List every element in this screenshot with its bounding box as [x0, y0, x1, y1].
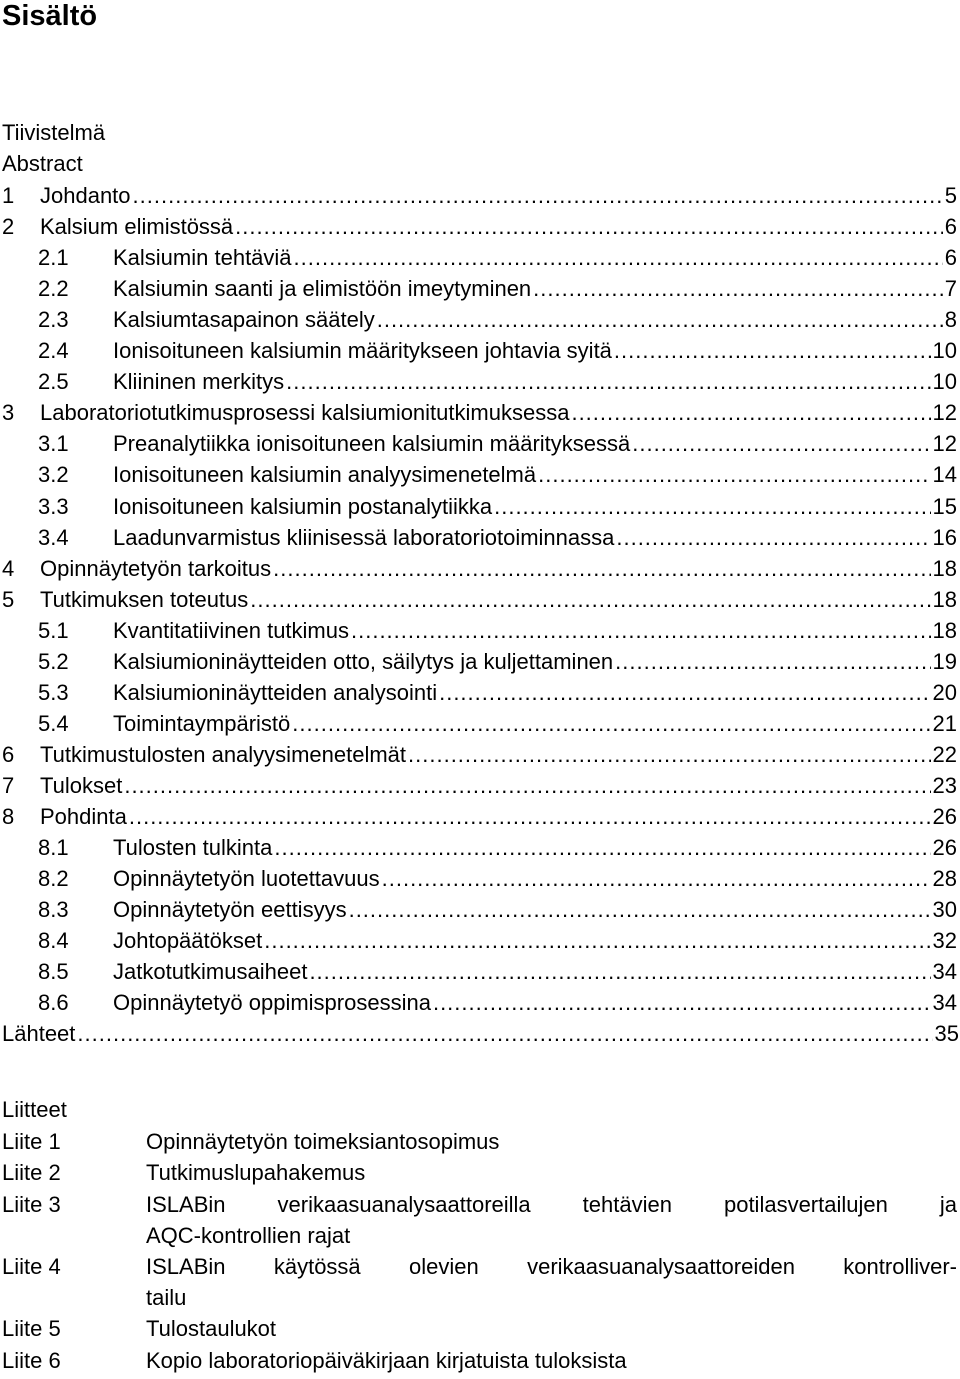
toc-page-number: 18	[932, 586, 957, 612]
toc-dot-leader	[571, 397, 930, 428]
toc-number: 3.3	[38, 493, 69, 519]
toc-number: 5.3	[38, 679, 69, 705]
toc-number: 5.1	[38, 617, 69, 643]
page-title: Sisältö	[2, 0, 98, 32]
toc-dot-leader	[349, 894, 931, 925]
toc-number: 5.4	[38, 710, 69, 736]
toc-title: Ionisoituneen kalsiumin analyysimenetelmä	[113, 462, 537, 488]
toc-page-number: 16	[932, 524, 957, 550]
toc-number: 2.4	[38, 338, 69, 364]
toc-title: Tutkimuksen toteutus	[40, 586, 249, 612]
toc-title: Kvantitatiivinen tutkimus	[113, 617, 349, 643]
toc-title: Laadunvarmistus kliinisessä laboratoriotoiminnassa	[113, 524, 615, 550]
toc-page-number: 10	[932, 369, 957, 395]
toc-number: 2	[2, 214, 15, 240]
toc-page-number: 34	[932, 959, 957, 985]
toc-dot-leader	[382, 863, 931, 894]
appendix-title-line: ISLABin verikaasuanalysaattoreilla tehtävien potilasvertailujen ja	[146, 1191, 957, 1217]
toc-dot-leader	[408, 739, 931, 770]
toc-page-number: 32	[932, 928, 957, 954]
toc-page-number: 18	[932, 555, 957, 581]
toc-row[interactable]	[0, 273, 957, 304]
toc-dot-leader	[614, 335, 931, 366]
toc-dot-leader	[77, 1018, 932, 1049]
toc-row[interactable]	[0, 304, 957, 335]
toc-row[interactable]	[0, 180, 957, 211]
toc-title: Johdanto	[40, 183, 131, 208]
toc-row[interactable]	[0, 925, 957, 956]
toc-page-number: 14	[932, 462, 957, 488]
appendix-title	[146, 1313, 957, 1344]
appendix-title-line: AQC-kontrollien rajat	[146, 1222, 351, 1248]
appendix-title	[146, 1345, 957, 1376]
toc-number: 8.6	[38, 990, 69, 1016]
toc-entry-abstract: Abstract	[2, 151, 83, 176]
appendix-label: Liite 3	[2, 1191, 61, 1217]
toc-row[interactable]	[0, 522, 957, 553]
toc-row[interactable]	[0, 1018, 959, 1049]
toc-row[interactable]	[0, 646, 957, 677]
toc-row[interactable]	[0, 491, 957, 522]
toc-page-number: 6	[944, 214, 957, 240]
toc-row[interactable]	[0, 242, 957, 273]
toc-dot-leader	[124, 770, 930, 801]
toc-number: 3.1	[38, 431, 69, 457]
toc-title: Jatkotutkimusaiheet	[113, 959, 308, 985]
appendix-title	[146, 1189, 957, 1251]
appendix-title	[146, 1126, 957, 1157]
toc-title: Opinnäytetyön luotettavuus	[113, 866, 380, 892]
toc-number: 3	[2, 400, 15, 426]
appendix-label: Liite 2	[2, 1160, 61, 1186]
toc-title: Tulosten tulkinta	[113, 835, 273, 861]
toc-dot-leader	[292, 708, 930, 739]
toc-title: Kliininen merkitys	[113, 369, 285, 395]
toc-dot-leader	[274, 832, 930, 863]
toc-dot-leader	[286, 366, 930, 397]
toc-title: Kalsiumtasapainon säätely	[113, 307, 375, 333]
toc-number: 8.4	[38, 928, 69, 954]
toc-number: 1	[2, 183, 15, 208]
toc-row[interactable]	[0, 397, 957, 428]
toc-page-number: 23	[932, 772, 957, 798]
appendix-label: Liite 5	[2, 1316, 61, 1342]
toc-number: 7	[2, 772, 15, 798]
toc-title: Kalsiumin tehtäviä	[113, 245, 292, 271]
toc-entry-tiivistelma: Tiivistelmä	[2, 120, 106, 145]
toc-page-number: 26	[932, 835, 957, 861]
toc-page-number: 6	[944, 245, 957, 271]
toc-page-number: 35	[934, 1021, 959, 1047]
toc-row[interactable]	[0, 335, 957, 366]
toc-title: Laboratoriotutkimusprosessi kalsiumionitutkimuksessa	[40, 400, 570, 426]
toc-number: 5	[2, 586, 15, 612]
toc-page-number: 12	[932, 431, 957, 457]
toc-row[interactable]	[0, 739, 957, 770]
toc-page-number: 15	[932, 493, 957, 519]
toc-dot-leader	[309, 956, 930, 987]
toc-number: 8	[2, 804, 15, 829]
toc-page-number: 7	[944, 276, 957, 302]
toc-title: Kalsiumioninäytteiden analysointi	[113, 679, 438, 705]
toc-row[interactable]	[0, 584, 957, 615]
toc-dot-leader	[250, 584, 930, 615]
toc-title: Ionisoituneen kalsiumin määritykseen johtavia syitä	[113, 338, 612, 364]
toc-dot-leader	[433, 987, 931, 1018]
toc-number: 2.3	[38, 307, 69, 333]
toc-dot-leader	[133, 180, 943, 211]
appendix-title-line: tailu	[146, 1285, 187, 1310]
toc-row[interactable]	[0, 770, 957, 801]
toc-row[interactable]	[0, 708, 957, 739]
toc-row[interactable]	[0, 211, 957, 242]
toc-dot-leader	[615, 646, 930, 677]
toc-number: 8.2	[38, 866, 69, 892]
toc-dot-leader	[632, 428, 930, 459]
toc-number: 3.4	[38, 524, 69, 550]
toc-row[interactable]	[0, 553, 957, 584]
toc-row[interactable]	[0, 956, 957, 987]
toc-dot-leader	[294, 242, 943, 273]
toc-dot-leader	[351, 615, 931, 646]
toc-number: 3.2	[38, 462, 69, 488]
toc-page-number: 8	[944, 307, 957, 333]
toc-title: Kalsium elimistössä	[40, 214, 234, 240]
toc-number: 5.2	[38, 648, 69, 674]
toc-dot-leader	[533, 273, 943, 304]
toc-title: Preanalytiikka ionisoituneen kalsiumin määrityksessä	[113, 431, 631, 457]
toc-page-number: 5	[944, 183, 957, 208]
appendix-title-line: ISLABin käytössä olevien verikaasuanalysaattoreiden kontrolliver-	[146, 1254, 957, 1279]
toc-page-number: 10	[932, 338, 957, 364]
toc-dot-leader	[235, 211, 943, 242]
toc-number: 4	[2, 555, 15, 581]
toc-title: Lähteet	[2, 1021, 76, 1047]
toc-row[interactable]	[0, 801, 957, 832]
toc-title: Kalsiumioninäytteiden otto, säilytys ja kuljettaminen	[113, 648, 614, 674]
toc-title: Pohdinta	[40, 804, 127, 829]
appendix-title-line: Opinnäytetyön toimeksiantosopimus	[146, 1129, 500, 1155]
appendix-title	[146, 1157, 957, 1188]
toc-page-number: 34	[932, 990, 957, 1016]
toc-row[interactable]	[0, 677, 957, 708]
toc-dot-leader	[439, 677, 930, 708]
appendix-title	[146, 1251, 957, 1313]
toc-page-number: 18	[932, 617, 957, 643]
toc-row[interactable]	[0, 987, 957, 1018]
toc-row[interactable]	[0, 366, 957, 397]
toc-title: Kalsiumin saanti ja elimistöön imeytyminen	[113, 276, 532, 302]
toc-dot-leader	[377, 304, 943, 335]
toc-row[interactable]	[0, 894, 957, 925]
toc-page-number: 30	[932, 897, 957, 923]
toc-page-number: 21	[932, 710, 957, 736]
toc-dot-leader	[538, 459, 930, 490]
toc-number: 8.5	[38, 959, 69, 985]
toc-page-number: 12	[932, 400, 957, 426]
toc-number: 2.5	[38, 369, 69, 395]
appendix-title-line: Tutkimuslupahakemus	[146, 1160, 366, 1186]
toc-number: 2.2	[38, 276, 69, 302]
appendix-title-line: Kopio laboratoriopäiväkirjaan kirjatuista tuloksista	[146, 1347, 627, 1373]
toc-number: 2.1	[38, 245, 69, 271]
toc-number: 8.3	[38, 897, 69, 923]
toc-title: Opinnäytetyön eettisyys	[113, 897, 347, 923]
toc-title: Toimintaympäristö	[113, 710, 291, 736]
toc-dot-leader	[273, 553, 930, 584]
toc-dot-leader	[129, 801, 931, 832]
appendices-heading: Liitteet	[2, 1097, 67, 1122]
toc-title: Ionisoituneen kalsiumin postanalytiikka	[113, 493, 493, 519]
appendix-label: Liite 1	[2, 1129, 61, 1155]
toc-title: Opinnäytetyö oppimisprosessina	[113, 990, 431, 1016]
toc-row[interactable]	[0, 428, 957, 459]
appendix-title-line: Tulostaulukot	[146, 1316, 277, 1342]
toc-row[interactable]	[0, 615, 957, 646]
toc-row[interactable]	[0, 863, 957, 894]
toc-dot-leader	[616, 522, 930, 553]
toc-row[interactable]	[0, 832, 957, 863]
toc-page-number: 19	[932, 648, 957, 674]
toc-row[interactable]	[0, 459, 957, 490]
toc-page-number: 20	[932, 679, 957, 705]
appendix-label: Liite 6	[2, 1347, 61, 1373]
toc-page-number: 22	[932, 741, 957, 767]
toc-page-number: 28	[932, 866, 957, 892]
toc-title: Opinnäytetyön tarkoitus	[40, 555, 272, 581]
toc-title: Tulokset	[40, 772, 123, 798]
toc-number: 8.1	[38, 835, 69, 861]
appendix-label: Liite 4	[2, 1254, 61, 1279]
toc-title: Johtopäätökset	[113, 928, 263, 954]
toc-dot-leader	[494, 491, 930, 522]
toc-title: Tutkimustulosten analyysimenetelmät	[40, 741, 407, 767]
toc-dot-leader	[264, 925, 930, 956]
toc-page-number: 26	[932, 804, 957, 829]
toc-number: 6	[2, 741, 15, 767]
